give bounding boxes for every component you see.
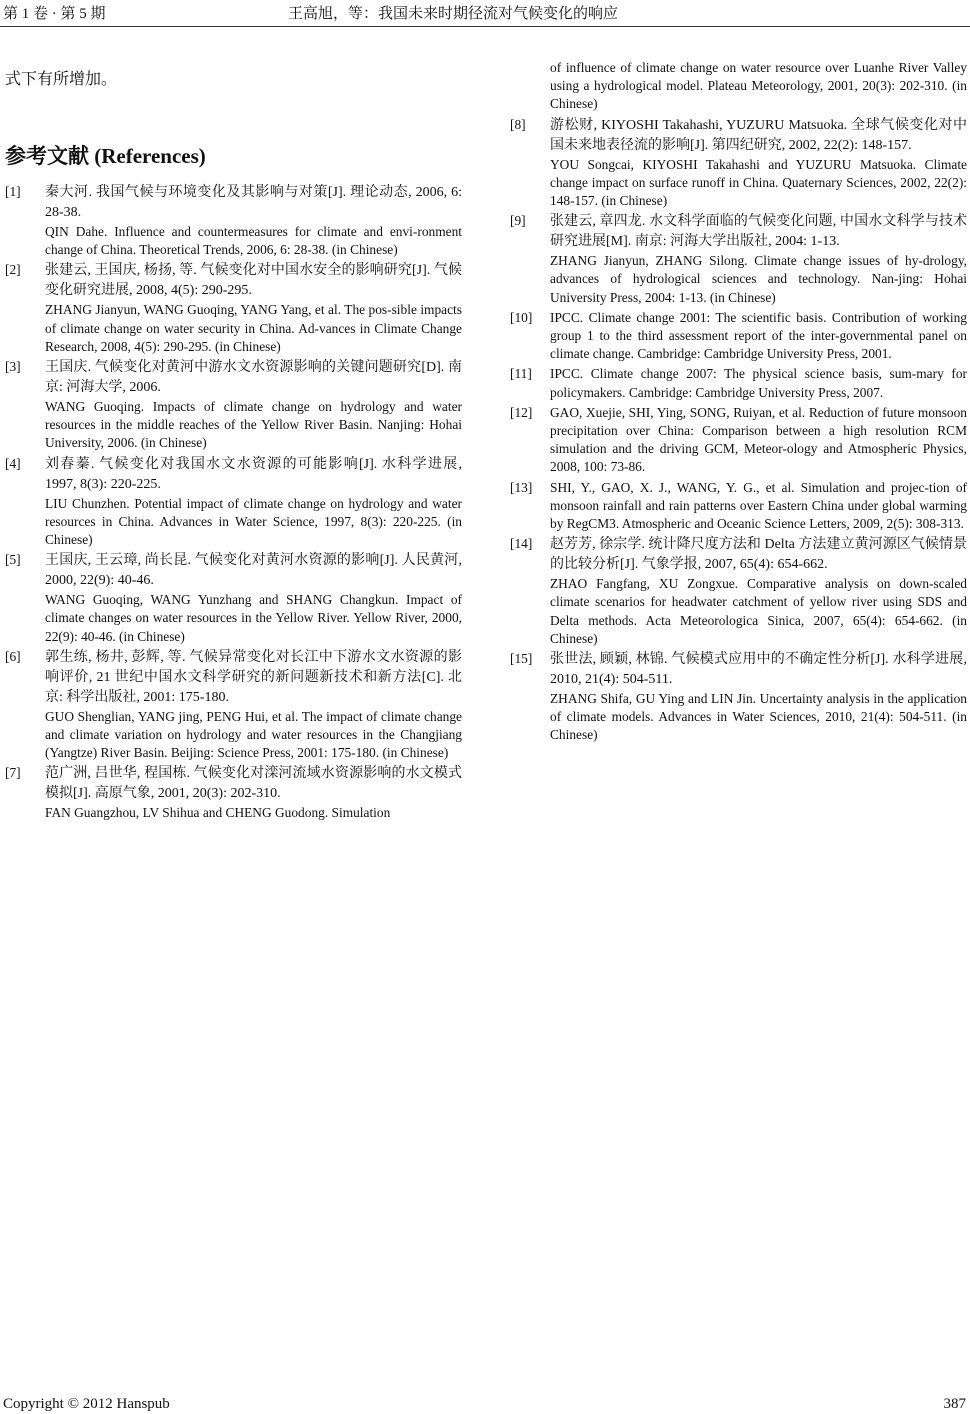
reference-number: [5] (5, 552, 21, 568)
reference-number: [10] (510, 309, 533, 325)
reference-item (510, 116, 967, 211)
reference-english: YOU Songcai, KIYOSHI Takahashi and YUZURU Matsuoka. Climate change impact on surface runoff in China. Quaternary Sciences, 2002, 22(2): 148-157. (in Chinese) (550, 156, 967, 209)
reference-english: GAO, Xuejie, SHI, Ying, SONG, Ruiyan, et al. Reduction of future monsoon precipitation over China: Comparison between a high resolution RCM simulation and the driving GCM, Meteor-ology and Atmospheric Physics, 2008, 100: 73-86. (550, 404, 967, 475)
reference-chinese: 郭生练, 杨井, 彭辉, 等. 气候异常变化对长江中下游水文水资源的影响评价, 21 世纪中国水文科学研究的新问题新技术和新方法[C]. 北京: 科学出版社, 2001: 175-180. (45, 649, 462, 705)
reference-item (5, 764, 462, 822)
reference-item (5, 551, 462, 646)
reference-item (510, 535, 967, 648)
reference-chinese: 赵芳芳, 徐宗学. 统计降尺度方法和 Delta 方法建立黄河源区气候情景的比较分析[J]. 气象学报, 2007, 65(4): 654-662. (550, 537, 967, 573)
reference-continuation-text: of influence of climate change on water resource over Luanhe River Valley using a hydrological model. Plateau Meteorology, 2001, 20(3): 202-310. (in Chinese) (550, 60, 967, 112)
reference-number: [1] (5, 184, 21, 199)
reference-item (5, 358, 462, 453)
reference-english: SHI, Y., GAO, X. J., WANG, Y. G., et al. Simulation and projec-tion of monsoon rainfall and rain patterns over Eastern China under global warming by RegCM3. Atmospheric and Oceanic Science Letters, 2009, 2(5): 308-313. (550, 479, 967, 532)
reference-chinese: 范广洲, 吕世华, 程国栋. 气候变化对滦河流域水资源影响的水文模式模拟[J]. 高原气象, 2001, 20(3): 202-310. (45, 766, 462, 802)
reference-number: [11] (510, 366, 532, 382)
reference-number: [9] (510, 213, 526, 229)
reference-english: ZHAO Fangfang, XU Zongxue. Comparative analysis on down-scaled climate scenarios for headwater catchment of yellow river using SDS and Delta methods. Acta Meteorologica Sinica, 2007, 65(4): 654-662. (in Chinese) (550, 576, 967, 646)
reference-number: [8] (510, 116, 526, 132)
reference-chinese: 刘春蓁. 气候变化对我国水文水资源的可能影响[J]. 水科学进展, 1997, 8(3): 220-225. (45, 456, 462, 492)
reference-chinese: 王国庆. 气候变化对黄河中游水文水资源影响的关键问题研究[D]. 南京: 河海大学, 2006. (45, 360, 462, 396)
reference-english: IPCC. Climate change 2007: The physical science basis, sum-mary for policymakers. Cambridge: Cambridge University Press, 2007. (550, 366, 967, 400)
reference-english: LIU Chunzhen. Potential impact of climate change on hydrology and water resources in China. Advances in Water Science, 1997, 8(3): 220-225. (in Chinese) (45, 495, 462, 548)
reference-chinese: 王国庆, 王云璋, 尚长昆. 气候变化对黄河水资源的影响[J]. 人民黄河, 2000, 22(9): 40-46. (45, 553, 462, 589)
reference-chinese: 张世法, 顾颖, 林锦. 气候模式应用中的不确定性分析[J]. 水科学进展, 2010, 21(4): 504-511. (550, 652, 967, 688)
reference-number: [7] (5, 765, 21, 781)
reference-item (510, 650, 967, 745)
reference-item (510, 309, 967, 364)
reference-chinese: 张建云, 章四龙. 水文科学面临的气候变化问题, 中国水文科学与技术研究进展[M]. 南京: 河海大学出版社, 2004: 1-13. (550, 214, 967, 250)
reference-item (510, 365, 967, 401)
reference-number: [3] (5, 359, 21, 375)
reference-chinese: 张建云, 王国庆, 杨扬, 等. 气候变化对中国水安全的影响研究[J]. 气候变化研究进展, 2008, 4(5): 290-295. (45, 263, 462, 299)
reference-english: QIN Dahe. Influence and countermeasures for climate and envi-ronment change of China. Theoretical Trends, 2006, 6: 28-38. (in Chinese) (45, 224, 462, 258)
reference-item (5, 183, 462, 259)
reference-item (5, 648, 462, 763)
reference-number: [12] (510, 404, 533, 420)
reference-continuation (510, 59, 967, 114)
reference-english: GUO Shenglian, YANG jing, PENG Hui, et al. The impact of climate change and climate variation on hydrology and water resources in the Changjiang (Yangtze) River Basin. Beijing: Science Press, 2001: 175-180. (in Chinese) (45, 708, 462, 761)
references-heading: 参考文献 (References) (5, 144, 206, 168)
reference-number: [6] (5, 648, 21, 664)
reference-chinese: 秦大河. 我国气候与环境变化及其影响与对策[J]. 理论动态, 2006, 6: 28-38. (45, 185, 462, 220)
reference-item (5, 261, 462, 356)
reference-item (510, 479, 967, 534)
reference-item (510, 404, 967, 477)
reference-number: [14] (510, 536, 533, 552)
reference-english: WANG Guoqing. Impacts of climate change on hydrology and water resources in the middle reaches of the Yellow River Basin. Nanjing: Hohai University, 2006. (in Chinese) (45, 399, 462, 451)
reference-item (5, 455, 462, 550)
reference-english: ZHANG Jianyun, ZHANG Silong. Climate change issues of hy-drology, advances of hydrological sciences and technology. Nan-jing: Hohai University Press, 2004: 1-13. (in Chinese) (550, 253, 967, 305)
reference-number: [13] (510, 479, 533, 495)
reference-number: [15] (510, 651, 533, 667)
reference-english: ZHANG Shifa, GU Ying and LIN Jin. Uncertainty analysis in the application of climate models. Advances in Water Sciences, 2010, 21(4): 504-511. (in Chinese) (550, 691, 967, 743)
reference-item (510, 212, 967, 307)
copyright-notice: Copyright © 2012 Hanspub (3, 1396, 170, 1412)
left-reference-list (5, 183, 462, 825)
reference-english: FAN Guangzhou, LV Shihua and CHENG Guodong. Simulation (45, 805, 391, 821)
reference-number: [4] (5, 455, 21, 471)
reference-chinese: 游松财, KIYOSHI Takahashi, YUZURU Matsuoka. 全球气候变化对中国未来地表径流的影响[J]. 第四纪研究, 2002, 22(2): 148-157. (550, 117, 967, 153)
reference-english: IPCC. Climate change 2001: The scientific basis. Contribution of working group 1 to the third assessment report of the inter-governmental panel on climate change. Cambridge: Cambridge University Press, 2001. (550, 309, 967, 362)
reference-english: ZHANG Jianyun, WANG Guoqing, YANG Yang, et al. The pos-sible impacts of climate change on water security in China. Ad-vances in Climate Change Research, 2008, 4(5): 290-295. (in Chinese) (45, 302, 462, 354)
running-title: 王高旭，等：我国未来时期径流对气候变化的响应 (288, 6, 619, 22)
right-reference-list (510, 59, 967, 747)
reference-english: WANG Guoqing, WANG Yunzhang and SHANG Changkun. Impact of climate changes on water resources in the Yellow River. Yellow River, 2000, 22(9): 40-46. (in Chinese) (45, 592, 462, 644)
page-number: 387 (943, 1396, 966, 1412)
intro-text: 式下有所增加。 (5, 71, 118, 88)
reference-number: [2] (5, 262, 21, 278)
journal-issue: 第 1 卷 · 第 5 期 (3, 6, 106, 22)
page-header (0, 0, 970, 27)
